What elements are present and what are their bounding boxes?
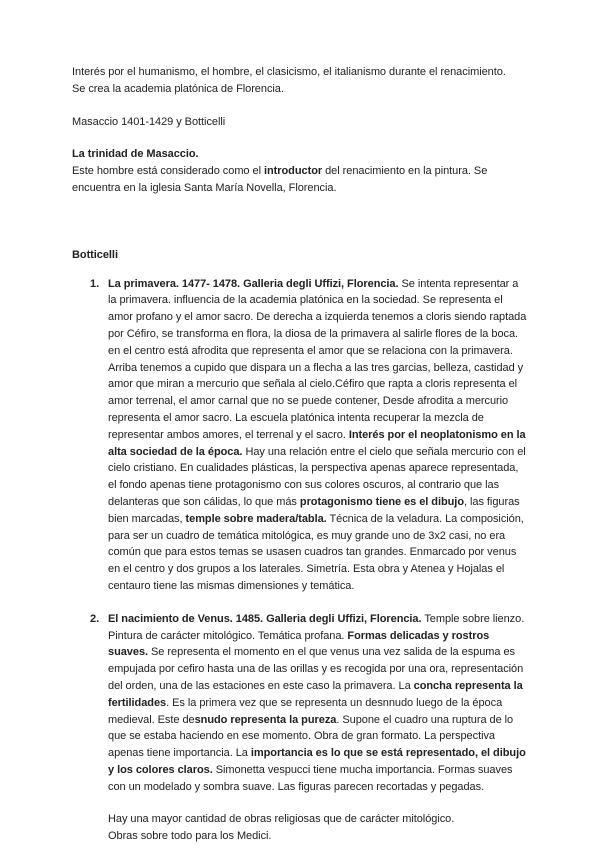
works-list — [72, 276, 528, 796]
intro-line-2: Se crea la academia platónica de Florencia. — [72, 82, 284, 95]
list-item-primavera: 1. La primavera. 1477- 1478. Galleria degli Uffizi, Florencia. Se intenta representar a la primavera. influencia de la academia platónica en la sociedad. Se representa el amor profano y el amor sacro. De derecha a izquierda tenemos a cloris siendo raptada por Céfiro, se transforma en flora, la diosa de la primavera al salirle flores de la boca. en el centro está afrodita que representa el amor que se relaciona con la primavera. Arriba tenemos a cupido que dispara un a flecha a las tres garcias, belleza, castidad y amor que miran a mercurio que señala al cielo.Céfiro que rapta a cloris representa el amor terrenal, el amor carnal que no se puede contener, Desde afrodita a mercurio representa el amor sacro. La escuela platónica intenta recuperar la mezcla de representar ambos amores, el terrenal y el sacro. Interés por el neoplatonismo en la alta sociedad de la época. Hay una relación entre el cielo que señala mercurio con el cielo cristiano. En cualidades plásticas, la perspectiva apenas aparece representada, el fondo apenas tiene protagonismo con sus colores oscuros, al contrario que las delanteras que son cálidas, lo que más protagonismo tiene es el dibujo, las figuras bien marcadas, temple sobre madera/tabla. Técnica de la veladura. La composición, para ser un cuadro de temática mitológica, es muy grande uno de 3x2 casi, no era común que para estos temas se usasen cuadros tan grandes. Enmarcado por venus en el centro y dos grupos a los laterales. Simetría. Esta obra y Atenea y Hojalas el centauro tiene las mismas dimensiones y temática. — [90, 277, 527, 592]
intro-paragraph — [72, 64, 528, 98]
botticelli-heading: Botticelli — [72, 248, 118, 261]
closing-paragraph — [72, 811, 528, 845]
list-number: 1. — [90, 277, 100, 290]
list-item-nacimiento-venus: 2. El nacimiento de Venus. 1485. Galleria degli Uffizi, Florencia. Temple sobre lienzo. Pintura de carácter mitológico. Temática profana. Formas delicadas y rostros suaves. Se representa el momento en el que venus una vez salida de la espuma es empujada por cefiro hasta una de las orillas y es recogida por una ora, representación del orden, una de las estaciones en este caso la primavera. La concha representa la fertilidades. Es la primera vez que se representa un desnnudo luego de la época medieval. Este desnudo representa la pureza. Supone el cuadro una ruptura de lo que se estaba haciendo en ese momento. Obra de gran formato. La perspectiva apenas tiene importancia. La importancia es lo que se está representado, el dibujo y los colores claros. Simonetta vespucci tiene mucha importancia. Formas suaves con un modelado y sombra suave. Las figuras parecen recortadas y pegadas. — [90, 612, 526, 793]
list-number: 2. — [90, 612, 100, 625]
closing-line-2: Obras sobre todo para los Medici. — [108, 830, 272, 843]
artists-line: Masaccio 1401-1429 y Botticelli — [72, 115, 226, 128]
intro-line-1: Interés por el humanismo, el hombre, el clasicismo, el italianismo durante el renacimiento. — [72, 66, 506, 78]
closing-line-1: Hay una mayor cantidad de obras religiosas que de carácter mitológico. — [108, 813, 455, 826]
trinidad-heading: La trinidad de Masaccio. — [72, 148, 199, 161]
trinidad-paragraph: Este hombre está considerado como el introductor del renacimiento en la pintura. Se encuentra en la iglesia Santa María Novella, Florencia. — [72, 165, 488, 194]
